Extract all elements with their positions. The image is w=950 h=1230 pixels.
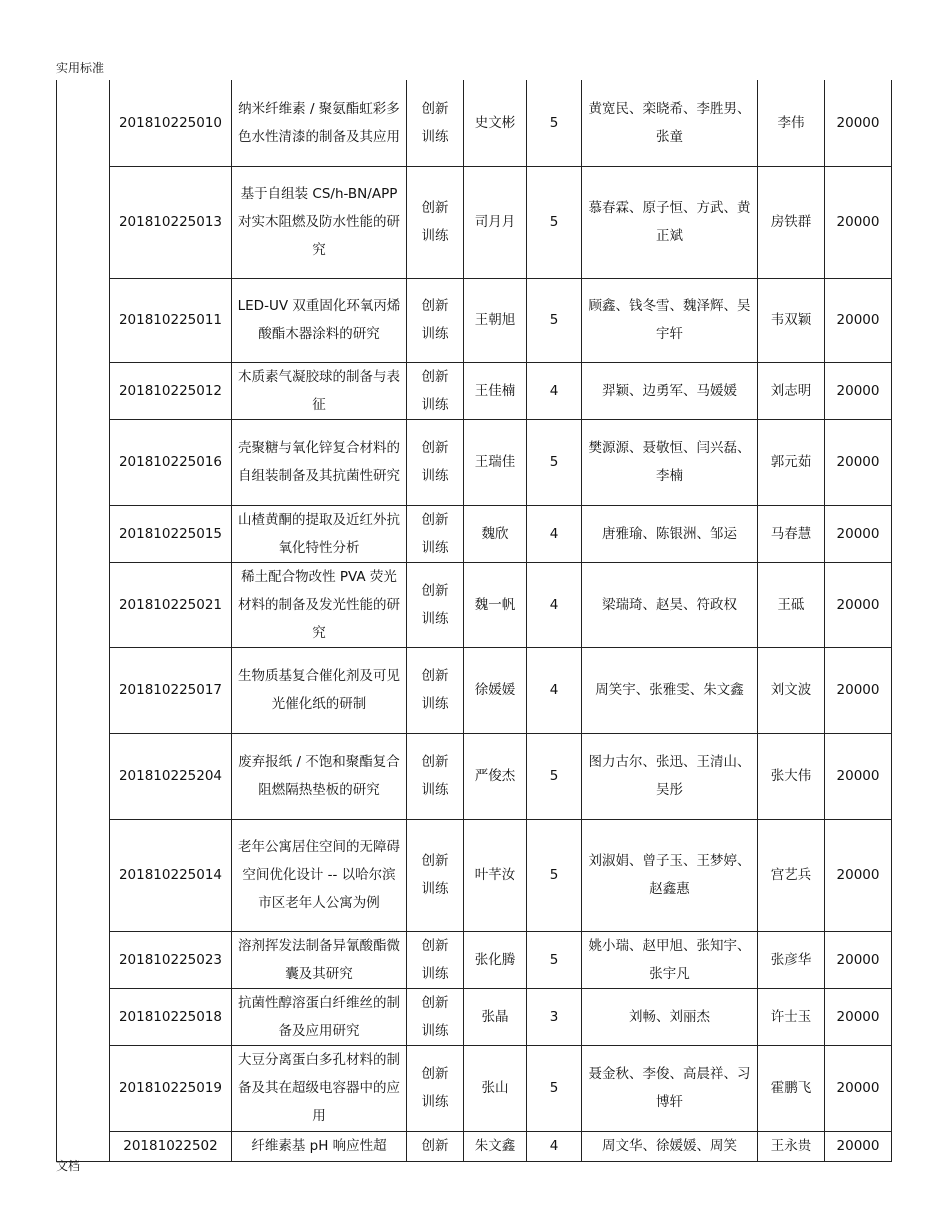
project-funding: 20000: [825, 931, 892, 988]
member-count: 5: [527, 931, 582, 988]
project-funding: 20000: [825, 562, 892, 647]
project-advisor: 房铁群: [758, 166, 825, 278]
project-funding: 20000: [825, 1131, 892, 1161]
project-advisor: 马春慧: [758, 505, 825, 562]
project-type: 创新: [407, 1131, 464, 1161]
member-count: 4: [527, 647, 582, 733]
project-funding: 20000: [825, 819, 892, 931]
project-funding: 20000: [825, 505, 892, 562]
project-title: 纳米纤维素 / 聚氨酯虹彩多色水性清漆的制备及其应用: [232, 80, 407, 166]
project-advisor: 张大伟: [758, 733, 825, 819]
table-row: [57, 733, 892, 819]
project-leader: 魏欣: [464, 505, 527, 562]
project-type: 创新训练: [407, 278, 464, 362]
project-leader: 魏一帆: [464, 562, 527, 647]
project-members: 周笑宇、张雅雯、朱文鑫: [582, 647, 758, 733]
project-members: 周文华、徐媛媛、周笑: [582, 1131, 758, 1161]
project-members: 慕春霖、原子恒、方武、黄正斌: [582, 166, 758, 278]
project-id: 201810225018: [110, 988, 232, 1045]
project-type: 创新训练: [407, 931, 464, 988]
project-members: 图力古尔、张迅、王清山、吴彤: [582, 733, 758, 819]
member-count: 4: [527, 362, 582, 419]
project-title: LED-UV 双重固化环氧丙烯酸酯木器涂料的研究: [232, 278, 407, 362]
project-type: 创新训练: [407, 419, 464, 505]
project-type: 创新训练: [407, 1045, 464, 1131]
project-title: 大豆分离蛋白多孔材料的制备及其在超级电容器中的应用: [232, 1045, 407, 1131]
project-funding: 20000: [825, 419, 892, 505]
project-advisor: 王永贵: [758, 1131, 825, 1161]
project-members: 姚小瑞、赵甲旭、张知宇、张宇凡: [582, 931, 758, 988]
project-funding: 20000: [825, 166, 892, 278]
project-funding: 20000: [825, 988, 892, 1045]
project-members: 顾鑫、钱冬雪、魏泽辉、吴宇轩: [582, 278, 758, 362]
project-id: 201810225204: [110, 733, 232, 819]
project-type: 创新训练: [407, 988, 464, 1045]
member-count: 3: [527, 988, 582, 1045]
project-funding: 20000: [825, 362, 892, 419]
project-leader: 史文彬: [464, 80, 527, 166]
member-count: 5: [527, 1045, 582, 1131]
member-count: 4: [527, 562, 582, 647]
page-header-label: 实用标准: [56, 61, 105, 75]
table-row: [57, 647, 892, 733]
project-type: 创新训练: [407, 733, 464, 819]
project-advisor: 霍鹏飞: [758, 1045, 825, 1131]
page-footer-label: 文档: [56, 1159, 81, 1173]
project-title: 基于自组装 CS/h-BN/APP 对实木阻燃及防水性能的研究: [232, 166, 407, 278]
project-leader: 王佳楠: [464, 362, 527, 419]
project-members: 刘畅、刘丽杰: [582, 988, 758, 1045]
project-advisor: 王砥: [758, 562, 825, 647]
project-title: 山楂黄酮的提取及近红外抗氧化特性分析: [232, 505, 407, 562]
project-title: 纤维素基 pH 响应性超: [232, 1131, 407, 1161]
project-funding: 20000: [825, 80, 892, 166]
project-advisor: 张彦华: [758, 931, 825, 988]
project-leader: 张山: [464, 1045, 527, 1131]
project-leader: 朱文鑫: [464, 1131, 527, 1161]
project-members: 羿颖、边勇军、马媛媛: [582, 362, 758, 419]
project-id: 201810225011: [110, 278, 232, 362]
project-funding: 20000: [825, 733, 892, 819]
project-title: 抗菌性醇溶蛋白纤维丝的制备及应用研究: [232, 988, 407, 1045]
project-leader: 严俊杰: [464, 733, 527, 819]
project-funding: 20000: [825, 278, 892, 362]
project-members: 聂金秋、李俊、高晨祥、习博轩: [582, 1045, 758, 1131]
project-members: 黄宽民、栾晓希、李胜男、张童: [582, 80, 758, 166]
project-advisor: 李伟: [758, 80, 825, 166]
member-count: 5: [527, 733, 582, 819]
project-leader: 张晶: [464, 988, 527, 1045]
project-members: 刘淑娟、曾子玉、王梦婷、赵鑫惠: [582, 819, 758, 931]
member-count: 4: [527, 505, 582, 562]
project-advisor: 郭元茹: [758, 419, 825, 505]
member-count: 5: [527, 419, 582, 505]
project-type: 创新训练: [407, 362, 464, 419]
project-table: [56, 80, 892, 1162]
table-row: [57, 419, 892, 505]
project-id: 201810225010: [110, 80, 232, 166]
project-id: 201810225017: [110, 647, 232, 733]
project-id: 201810225016: [110, 419, 232, 505]
table-row: [57, 80, 892, 166]
project-advisor: 刘志明: [758, 362, 825, 419]
table-row: [57, 278, 892, 362]
project-title: 生物质基复合催化剂及可见光催化纸的研制: [232, 647, 407, 733]
project-type: 创新训练: [407, 562, 464, 647]
table-row: [57, 1045, 892, 1131]
project-leader: 徐媛媛: [464, 647, 527, 733]
table-row: [57, 562, 892, 647]
project-type: 创新训练: [407, 647, 464, 733]
project-members: 唐雅瑜、陈银洲、邹运: [582, 505, 758, 562]
project-members: 梁瑞琦、赵昊、符政权: [582, 562, 758, 647]
project-title: 溶剂挥发法制备异氰酸酯微囊及其研究: [232, 931, 407, 988]
project-id: 201810225023: [110, 931, 232, 988]
member-count: 5: [527, 819, 582, 931]
project-title: 木质素气凝胶球的制备与表征: [232, 362, 407, 419]
project-title: 壳聚糖与氧化锌复合材料的自组装制备及其抗菌性研究: [232, 419, 407, 505]
member-count: 5: [527, 166, 582, 278]
project-leader: 张化腾: [464, 931, 527, 988]
project-members: 樊源源、聂敬恒、闫兴磊、李楠: [582, 419, 758, 505]
project-id: 201810225013: [110, 166, 232, 278]
member-count: 4: [527, 1131, 582, 1161]
project-advisor: 韦双颖: [758, 278, 825, 362]
table-row: [57, 362, 892, 419]
table-row: [57, 931, 892, 988]
project-type: 创新训练: [407, 166, 464, 278]
table-row: [57, 1131, 892, 1161]
project-id: 201810225019: [110, 1045, 232, 1131]
project-title: 稀土配合物改性 PVA 荧光材料的制备及发光性能的研究: [232, 562, 407, 647]
project-advisor: 刘文波: [758, 647, 825, 733]
table-row: [57, 505, 892, 562]
project-leader: 王瑞佳: [464, 419, 527, 505]
member-count: 5: [527, 278, 582, 362]
project-leader: 司月月: [464, 166, 527, 278]
member-count: 5: [527, 80, 582, 166]
project-title: 老年公寓居住空间的无障碍空间优化设计 -- 以哈尔滨市区老年人公寓为例: [232, 819, 407, 931]
category-cell: [57, 80, 110, 1161]
project-leader: 王朝旭: [464, 278, 527, 362]
project-id: 201810225012: [110, 362, 232, 419]
project-advisor: 宫艺兵: [758, 819, 825, 931]
table-row: [57, 988, 892, 1045]
project-funding: 20000: [825, 647, 892, 733]
project-id: 201810225014: [110, 819, 232, 931]
project-id: 20181022502: [110, 1131, 232, 1161]
table-row: [57, 166, 892, 278]
project-type: 创新训练: [407, 505, 464, 562]
table-row: [57, 819, 892, 931]
project-title: 废弃报纸 / 不饱和聚酯复合阻燃隔热垫板的研究: [232, 733, 407, 819]
project-id: 201810225021: [110, 562, 232, 647]
project-advisor: 许士玉: [758, 988, 825, 1045]
project-funding: 20000: [825, 1045, 892, 1131]
project-type: 创新训练: [407, 819, 464, 931]
project-type: 创新训练: [407, 80, 464, 166]
project-id: 201810225015: [110, 505, 232, 562]
project-leader: 叶芊汝: [464, 819, 527, 931]
